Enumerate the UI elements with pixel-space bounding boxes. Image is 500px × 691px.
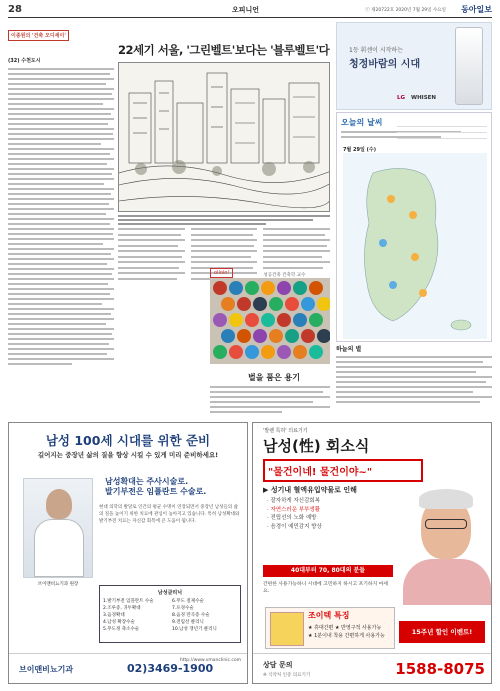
sns-section <box>118 268 330 418</box>
weather-title: 오늘의 날씨 <box>341 118 383 127</box>
article-text-lines <box>8 68 114 365</box>
weather-table <box>397 121 487 139</box>
device-features <box>265 607 395 649</box>
clinic-ad-headline: 남성확대는 주사시술로. 발기부전은 임플란트 수술로. <box>105 477 207 497</box>
service-item: 10.남성 갱년기 클리닉 <box>172 627 217 632</box>
services-box-header: 남성클리닉 <box>157 590 183 596</box>
sketch-caption <box>118 215 330 227</box>
page-number: 28 <box>8 4 22 15</box>
certification-note: ※ 식약처 인증 의료기기 <box>263 673 311 678</box>
lg-ad-small-text: 1등 휘센이 시작하는 <box>349 47 404 54</box>
doctor-name: 브이맨비뇨기과 원장 <box>37 582 79 587</box>
device-ad-title: 남성(性) 회소식 <box>263 437 370 455</box>
feature-line: ★ 1분이내 착용 간편하게 사용가능 <box>308 633 385 639</box>
article-subhead: (32) 수천도시 <box>8 58 41 64</box>
whisen-logo: WHISEN <box>411 95 437 101</box>
service-item: 3.음경확대 <box>103 613 125 618</box>
city-sketch-illustration <box>118 62 330 212</box>
lg-ad-headline: 청정바람의 시대 <box>349 59 421 70</box>
author-signature: 성공건축 건축학 교수 <box>263 273 306 278</box>
sns-subtitle: 벌을 품은 용기 <box>248 373 300 382</box>
right-column-article <box>336 344 492 416</box>
benefit-item: · 음경이 예민감지 향상 <box>267 523 322 530</box>
series-badge: 이종원의 '건축 오디세이' <box>8 30 69 41</box>
article-headline: 22세기 서울, '그린벨트'보다는 '블루벨트'다 <box>118 43 330 57</box>
weather-map <box>343 153 487 339</box>
sketch-drawing <box>119 63 330 212</box>
feature-line: ★ 휴대간편 ★ 반영구적 사용가능 <box>308 625 382 631</box>
elderly-man-photo <box>399 475 491 605</box>
clinic-ad-footer <box>9 653 247 683</box>
clinic-phone[interactable]: 02)3469-1900 <box>127 662 214 675</box>
clinic-services-box <box>99 585 241 643</box>
device-ad-phone[interactable]: 1588-8075 <box>395 660 485 678</box>
benefit-item: · 잘자하게 자신감회복 <box>267 498 321 504</box>
service-item: 9.전립선 클리닉 <box>172 620 204 625</box>
service-item: 5.무도정 축소수술 <box>103 627 140 632</box>
sns-description <box>210 386 330 416</box>
weather-panel <box>336 112 492 342</box>
mosaic-image <box>210 278 330 364</box>
clinic-ad-body: 현대 의학의 발달로 인간의 평균 수명이 연장되면서 중장년 남성들의 삶의 질을 높이기 위한 치료에 관심이 높아지고 있습니다. 특히 남성확대와 발기부전 치료는 자신감 회복에 큰 도움이 됩니다. <box>99 505 240 524</box>
right-column-title: 하늘의 별 <box>336 346 362 353</box>
service-item: 4.남성 확장수술 <box>103 620 135 625</box>
device-ad-benefit: ▶ 성기내 혈액유입약물로 인해 <box>263 486 357 494</box>
section-title: 오피니언 <box>232 6 260 14</box>
product-package-image <box>270 612 304 646</box>
device-ad-explanation: 간편한 사용가능하니 시대에 고민하지 하시고 포기하지 마세요. <box>263 582 388 595</box>
clinic-url[interactable]: http://www.vmanclinic.com <box>179 658 241 663</box>
services-list <box>103 598 237 632</box>
service-item: 8.음경 만곡증 수술 <box>172 613 210 618</box>
clinic-ad-title: 남성 100세 시대를 위한 준비 <box>45 433 211 448</box>
clinic-ad-subtitle: 길어지는 중장년 삶의 질을 향상 시킬 수 있게 미리 준비하세요! <box>37 451 219 459</box>
lg-logo: LG <box>397 95 406 101</box>
bottle-caps-photo <box>210 278 330 364</box>
weather-date: 7월 29일 (수) <box>343 147 376 153</box>
air-conditioner-image <box>455 27 483 105</box>
left-article-column <box>8 22 114 394</box>
benefit-item: · 전립선의 노화 예방 <box>267 515 317 522</box>
doctor-photo <box>23 478 93 578</box>
service-item: 1.발기부전 임플란트 수술 <box>103 599 154 604</box>
lg-whisen-ad[interactable] <box>336 22 492 110</box>
clinic-ad[interactable] <box>8 422 248 684</box>
age-banner: 40대부터 70, 80대의 분들 <box>263 565 393 577</box>
device-ad-quote: "물건이네! 물건이야~" <box>263 459 423 482</box>
page-header <box>8 4 492 18</box>
service-item: 2.조루증, 귀두확대 <box>103 606 141 611</box>
clinic-name: 브이맨비뇨기과 <box>19 665 74 674</box>
benefit-item: · 자연스러운 부부생활 <box>267 506 321 513</box>
device-ad-kicker: '발렌 특허' 의료기기 <box>263 428 308 434</box>
device-benefit-list <box>267 497 387 531</box>
newspaper-brand: 동아일보 <box>461 5 492 14</box>
korea-map <box>343 153 487 339</box>
features-title: 조이텍 특징 <box>308 611 350 620</box>
event-banner[interactable]: 15주년 할인 이벤트! <box>399 621 485 643</box>
service-item: 6.무도 절제수술 <box>172 599 204 604</box>
device-ad-footer <box>253 653 491 683</box>
service-item: 7.포경수술 <box>172 606 194 611</box>
device-ad[interactable] <box>252 422 492 684</box>
issue-date: ⓒ 제20722호 2020년 7월 29일 수요일 <box>365 8 446 13</box>
sns-badge: ollolo! <box>210 268 233 278</box>
consult-label: 상담 문의 <box>263 661 293 669</box>
